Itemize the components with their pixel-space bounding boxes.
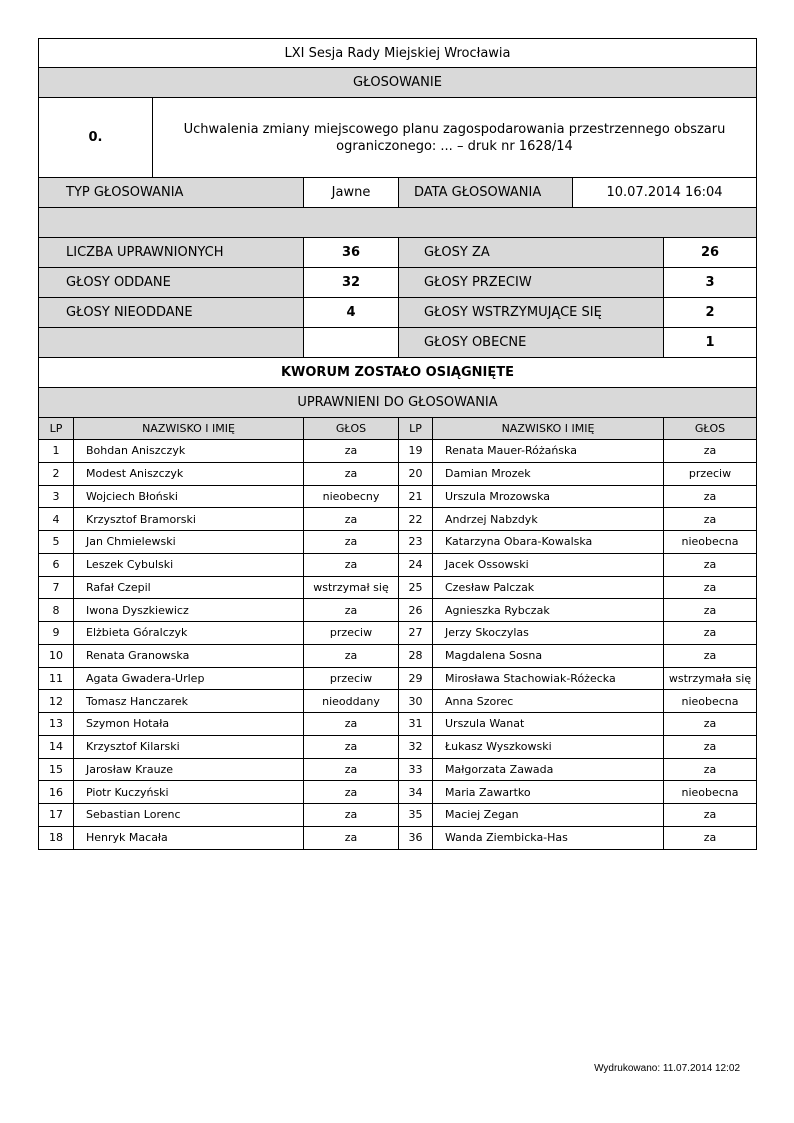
table-row: [38, 759, 757, 782]
voter-name: Maria Zawartko: [432, 781, 663, 803]
voter-name: Tomasz Hanczarek: [73, 690, 303, 712]
votes-for-label: GŁOSY ZA: [398, 238, 663, 267]
voter-lp: 19: [398, 440, 432, 462]
voter-lp: 2: [52, 467, 60, 481]
voter-lp: 31: [398, 713, 432, 735]
voter-lp: 14: [49, 740, 63, 754]
voter-lp: 12: [49, 694, 63, 708]
voter-name: Rafał Czepil: [73, 577, 303, 599]
col-lp-left: LP: [49, 422, 63, 435]
table-row: [38, 554, 757, 577]
voter-vote: przeciw: [663, 463, 756, 485]
table-row: [38, 781, 757, 804]
session-title-row: [38, 38, 757, 68]
voter-name: Mirosława Stachowiak-Różecka: [432, 668, 663, 690]
voter-vote: za: [303, 804, 398, 826]
voter-vote: za: [303, 463, 398, 485]
voter-name: Iwona Dyszkiewicz: [73, 599, 303, 621]
voter-vote: za: [663, 827, 756, 849]
votes-cast-value: 32: [303, 268, 398, 297]
voter-lp: 24: [398, 554, 432, 576]
voter-lp: 6: [52, 558, 60, 572]
voter-vote: za: [303, 531, 398, 553]
table-row: [38, 531, 757, 554]
col-vote-left: GŁOS: [303, 418, 398, 439]
voter-name: Renata Granowska: [73, 645, 303, 667]
voter-vote: przeciw: [303, 622, 398, 644]
voter-vote: za: [303, 713, 398, 735]
voter-name: Krzysztof Bramorski: [73, 508, 303, 530]
voter-lp: 1: [52, 444, 60, 458]
vote-type-value: Jawne: [303, 178, 398, 207]
voter-name: Modest Aniszczyk: [73, 463, 303, 485]
voter-vote: przeciw: [303, 668, 398, 690]
voter-lp: 13: [49, 717, 63, 731]
voter-name: Jan Chmielewski: [73, 531, 303, 553]
voter-lp: 28: [398, 645, 432, 667]
voter-name: Czesław Palczak: [432, 577, 663, 599]
table-row: [38, 463, 757, 486]
voter-vote: wstrzymała się: [663, 668, 756, 690]
quorum-row: [38, 358, 757, 388]
voter-vote: nieobecny: [303, 486, 398, 508]
vote-date-value: 10.07.2014 16:04: [572, 178, 756, 207]
voter-name: Andrzej Nabzdyk: [432, 508, 663, 530]
empty-value-cell: [303, 328, 398, 357]
voter-lp: 26: [398, 599, 432, 621]
voter-vote: nieobecna: [663, 690, 756, 712]
voters-title-row: [38, 388, 757, 418]
eligible-value: 36: [303, 238, 398, 267]
voter-name: Agata Gwadera-Urlep: [73, 668, 303, 690]
voter-vote: za: [663, 713, 756, 735]
votes-against-value: 3: [663, 268, 756, 297]
col-vote-right: GŁOS: [663, 418, 756, 439]
voter-name: Renata Mauer-Różańska: [432, 440, 663, 462]
voter-vote: za: [303, 736, 398, 758]
stats-row-3: [38, 298, 757, 328]
voter-vote: za: [303, 599, 398, 621]
voter-vote: za: [663, 508, 756, 530]
table-row: [38, 827, 757, 850]
voter-vote: za: [663, 554, 756, 576]
voter-name: Urszula Wanat: [432, 713, 663, 735]
table-row: [38, 645, 757, 668]
voter-lp: 35: [398, 804, 432, 826]
voter-name: Bohdan Aniszczyk: [73, 440, 303, 462]
table-row: [38, 690, 757, 713]
voter-lp: 36: [398, 827, 432, 849]
voters-table-body: [38, 440, 757, 850]
voter-vote: za: [663, 440, 756, 462]
voter-name: Piotr Kuczyński: [73, 781, 303, 803]
voter-lp: 5: [52, 535, 60, 549]
votes-present-value: 1: [663, 328, 756, 357]
voter-lp: 15: [49, 762, 63, 776]
voter-lp: 30: [398, 690, 432, 712]
voter-vote: za: [663, 759, 756, 781]
table-row: [38, 804, 757, 827]
voter-vote: za: [303, 781, 398, 803]
col-name-left: NAZWISKO I IMIĘ: [73, 418, 303, 439]
voter-name: Krzysztof Kilarski: [73, 736, 303, 758]
voter-vote: za: [663, 622, 756, 644]
voter-lp: 21: [398, 486, 432, 508]
voter-vote: za: [303, 759, 398, 781]
resolution-row: [38, 98, 757, 178]
session-title: LXI Sesja Rady Miejskiej Wrocławia: [284, 45, 511, 61]
voter-name: Elżbieta Góralczyk: [73, 622, 303, 644]
voter-vote: za: [663, 804, 756, 826]
section-title: GŁOSOWANIE: [353, 75, 442, 90]
stats-row-1: [38, 238, 757, 268]
votes-for-value: 26: [663, 238, 756, 267]
voters-title: UPRAWNIENI DO GŁOSOWANIA: [297, 395, 498, 410]
votes-abstain-value: 2: [663, 298, 756, 327]
voter-vote: nieoddany: [303, 690, 398, 712]
votes-against-label: GŁOSY PRZECIW: [398, 268, 663, 297]
table-row: [38, 440, 757, 463]
voter-name: Katarzyna Obara-Kowalska: [432, 531, 663, 553]
voter-vote: za: [663, 486, 756, 508]
votes-present-label: GŁOSY OBECNE: [398, 328, 663, 357]
voter-lp: 18: [49, 831, 63, 845]
voter-name: Leszek Cybulski: [73, 554, 303, 576]
votes-abstain-label: GŁOSY WSTRZYMUJĄCE SIĘ: [398, 298, 663, 327]
table-row: [38, 508, 757, 531]
table-row: [38, 713, 757, 736]
stats-row-2: [38, 268, 757, 298]
voter-lp: 11: [49, 671, 63, 685]
voter-lp: 17: [49, 808, 63, 822]
voting-report: [38, 38, 757, 850]
eligible-label: LICZBA UPRAWNIONYCH: [66, 245, 224, 260]
table-row: [38, 736, 757, 759]
voter-lp: 23: [398, 531, 432, 553]
voter-lp: 27: [398, 622, 432, 644]
vote-type-label: TYP GŁOSOWANIA: [66, 185, 184, 200]
voter-name: Łukasz Wyszkowski: [432, 736, 663, 758]
votes-cast-label: GŁOSY ODDANE: [66, 275, 171, 290]
voter-name: Urszula Mrozowska: [432, 486, 663, 508]
voter-vote: za: [663, 736, 756, 758]
voter-vote: nieobecna: [663, 531, 756, 553]
voter-name: Henryk Macała: [73, 827, 303, 849]
quorum-status: KWORUM ZOSTAŁO OSIĄGNIĘTE: [280, 365, 515, 380]
voter-vote: za: [303, 554, 398, 576]
voter-name: Wojciech Błoński: [73, 486, 303, 508]
voter-lp: 20: [398, 463, 432, 485]
voter-name: Magdalena Sosna: [432, 645, 663, 667]
voter-name: Agnieszka Rybczak: [432, 599, 663, 621]
table-row: [38, 486, 757, 509]
voter-lp: 33: [398, 759, 432, 781]
voter-name: Małgorzata Zawada: [432, 759, 663, 781]
col-lp-right: LP: [398, 418, 432, 439]
voter-name: Damian Mrozek: [432, 463, 663, 485]
table-row: [38, 622, 757, 645]
table-row: [38, 668, 757, 691]
voter-lp: 8: [52, 603, 60, 617]
voter-name: Sebastian Lorenc: [73, 804, 303, 826]
voter-lp: 22: [398, 508, 432, 530]
voter-vote: nieobecna: [663, 781, 756, 803]
voter-vote: za: [303, 508, 398, 530]
voter-vote: za: [303, 827, 398, 849]
voter-vote: wstrzymał się: [303, 577, 398, 599]
print-timestamp: Wydrukowano: 11.07.2014 12:02: [594, 1063, 740, 1074]
voter-vote: za: [663, 599, 756, 621]
voter-lp: 16: [49, 785, 63, 799]
voter-lp: 9: [52, 626, 60, 640]
empty-cell: [39, 328, 303, 357]
voter-name: Jarosław Krauze: [73, 759, 303, 781]
voter-name: Jacek Ossowski: [432, 554, 663, 576]
votes-not-cast-label: GŁOSY NIEODDANE: [66, 305, 193, 320]
spacer-row: [38, 208, 757, 238]
voter-name: Wanda Ziembicka-Has: [432, 827, 663, 849]
voter-lp: 7: [52, 580, 60, 594]
voter-vote: za: [303, 440, 398, 462]
resolution-title: Uchwalenia zmiany miejscowego planu zagospodarowania przestrzennego obszaru ograniczonego: ... – druk nr 1628/14: [152, 98, 756, 177]
vote-date-label: DATA GŁOSOWANIA: [398, 178, 572, 207]
voter-vote: za: [663, 645, 756, 667]
voter-lp: 29: [398, 668, 432, 690]
voter-vote: za: [303, 645, 398, 667]
voter-lp: 3: [52, 489, 60, 503]
voters-header-row: [38, 418, 757, 440]
vote-info-row: [38, 178, 757, 208]
resolution-number: 0.: [88, 130, 103, 145]
voter-lp: 25: [398, 577, 432, 599]
voter-vote: za: [663, 577, 756, 599]
voter-lp: 10: [49, 649, 63, 663]
voter-name: Anna Szorec: [432, 690, 663, 712]
voter-lp: 32: [398, 736, 432, 758]
voter-name: Jerzy Skoczylas: [432, 622, 663, 644]
voter-name: Maciej Zegan: [432, 804, 663, 826]
section-title-row: [38, 68, 757, 98]
stats-row-4: [38, 328, 757, 358]
voter-lp: 34: [398, 781, 432, 803]
voter-lp: 4: [52, 512, 60, 526]
table-row: [38, 599, 757, 622]
table-row: [38, 577, 757, 600]
col-name-right: NAZWISKO I IMIĘ: [432, 418, 663, 439]
votes-not-cast-value: 4: [303, 298, 398, 327]
voter-name: Szymon Hotała: [73, 713, 303, 735]
